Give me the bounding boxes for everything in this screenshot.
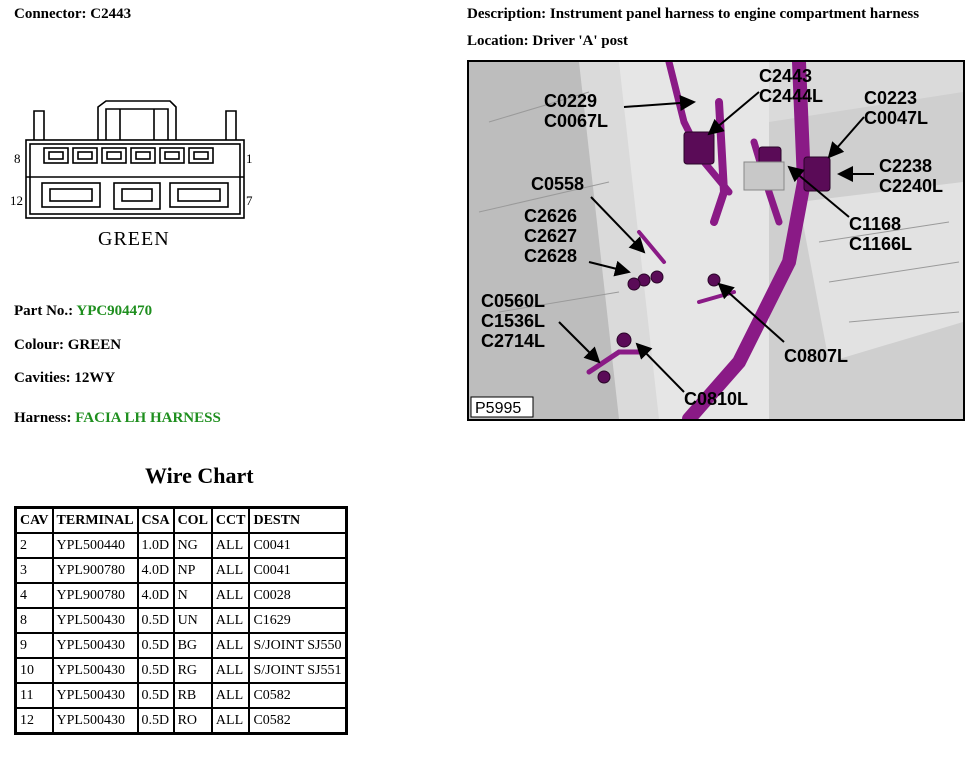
table-row [16, 608, 347, 633]
cell-cav: 10 [16, 658, 53, 683]
diagram-caption: GREEN [98, 228, 170, 250]
cell-terminal: YPL500440 [53, 533, 138, 558]
table-row [16, 533, 347, 558]
cell-col: RB [174, 683, 212, 708]
callout-c2627: C2627 [524, 226, 578, 246]
table-row [16, 658, 347, 683]
callout-c2628: C2628 [524, 246, 578, 266]
callout-c0560l: C0560L [481, 291, 546, 311]
cell-destn: S/JOINT SJ550 [249, 633, 346, 658]
cell-cct: ALL [212, 558, 250, 583]
callout-c0223: C0223 [864, 88, 918, 108]
cell-cav: 8 [16, 608, 53, 633]
cell-csa: 0.5D [138, 708, 174, 734]
description-line [467, 6, 919, 23]
location-value: Driver 'A' post [532, 33, 628, 49]
description-label: Description: [467, 6, 547, 22]
cell-cav: 12 [16, 708, 53, 734]
cell-cct: ALL [212, 533, 250, 558]
cell-csa: 4.0D [138, 558, 174, 583]
cell-col: UN [174, 608, 212, 633]
cell-cav: 11 [16, 683, 53, 708]
header-terminal: TERMINAL [53, 508, 138, 534]
cell-csa: 0.5D [138, 633, 174, 658]
connector-value: C2443 [90, 6, 132, 22]
cell-destn: C0582 [249, 683, 346, 708]
cell-cct: ALL [212, 608, 250, 633]
cell-destn: C0041 [249, 558, 346, 583]
cell-col: RO [174, 708, 212, 734]
header-col: COL [174, 508, 212, 534]
callout-c0229: C0229 [544, 91, 598, 111]
header-destn: DESTN [249, 508, 346, 534]
callout-c2240l: C2240L [879, 176, 944, 196]
wire-chart-header-row [16, 508, 347, 534]
cell-destn: C0582 [249, 708, 346, 734]
pin-label-7: 7 [246, 193, 253, 208]
cell-destn: C0041 [249, 533, 346, 558]
cell-destn: S/JOINT SJ551 [249, 658, 346, 683]
harness-label: Harness: [14, 410, 72, 426]
callout-c1166l: C1166L [849, 234, 913, 254]
connector-label: Connector: [14, 6, 87, 22]
cell-terminal: YPL500430 [53, 633, 138, 658]
header-csa: CSA [138, 508, 174, 534]
cell-col: N [174, 583, 212, 608]
cell-col: RG [174, 658, 212, 683]
header-cav: CAV [16, 508, 53, 534]
colour-label: Colour: [14, 337, 64, 353]
photo-ref-label: P5995 [475, 400, 522, 417]
cell-cav: 9 [16, 633, 53, 658]
cell-csa: 0.5D [138, 608, 174, 633]
cell-cct: ALL [212, 633, 250, 658]
wire-chart-table [14, 506, 348, 735]
table-row [16, 558, 347, 583]
callout-c0067l: C0067L [544, 111, 609, 131]
location-illustration [469, 62, 963, 419]
callout-c2714l: C2714L [481, 331, 546, 351]
cell-cct: ALL [212, 683, 250, 708]
cell-col: NP [174, 558, 212, 583]
cell-destn: C0028 [249, 583, 346, 608]
table-row [16, 708, 347, 734]
cell-csa: 4.0D [138, 583, 174, 608]
cell-cav: 2 [16, 533, 53, 558]
cell-terminal: YPL500430 [53, 658, 138, 683]
callout-c1168: C1168 [849, 214, 902, 234]
pin-label-12: 12 [10, 193, 23, 208]
cell-cav: 4 [16, 583, 53, 608]
cell-col: BG [174, 633, 212, 658]
harness-line [14, 410, 221, 427]
cell-terminal: YPL500430 [53, 708, 138, 734]
table-row [16, 633, 347, 658]
part-number-link[interactable]: YPC904470 [76, 303, 153, 319]
cell-terminal: YPL500430 [53, 608, 138, 633]
cell-col: NG [174, 533, 212, 558]
location-photo [467, 60, 965, 421]
cavities-label: Cavities: [14, 370, 71, 386]
connector-line [14, 6, 131, 23]
header-cct: CCT [212, 508, 250, 534]
callout-c0810l: C0810L [684, 389, 749, 409]
cell-csa: 1.0D [138, 533, 174, 558]
table-row [16, 583, 347, 608]
cell-cct: ALL [212, 583, 250, 608]
callout-c0558: C0558 [531, 174, 585, 194]
cavities-value: 12WY [74, 370, 116, 386]
cell-destn: C1629 [249, 608, 346, 633]
callout-c2238: C2238 [879, 156, 933, 176]
description-value: Instrument panel harness to engine compartment harness [549, 6, 920, 22]
wire-chart-title: Wire Chart [145, 463, 254, 488]
cell-csa: 0.5D [138, 683, 174, 708]
callout-c0047l: C0047L [864, 108, 929, 128]
callout-c2443: C2443 [759, 66, 813, 86]
location-label: Location: [467, 33, 529, 49]
callout-c2626: C2626 [524, 206, 578, 226]
callout-c0807l: C0807L [784, 346, 849, 366]
callout-c1536l: C1536L [481, 311, 546, 331]
colour-line [14, 337, 121, 354]
table-row [16, 683, 347, 708]
part-number-line [14, 303, 152, 320]
harness-link[interactable]: FACIA LH HARNESS [75, 410, 221, 426]
cell-cct: ALL [212, 658, 250, 683]
colour-value: GREEN [67, 337, 122, 353]
callout-c2444l: C2444L [759, 86, 824, 106]
pin-label-8: 8 [14, 151, 21, 166]
cell-terminal: YPL900780 [53, 558, 138, 583]
cell-terminal: YPL500430 [53, 683, 138, 708]
location-line [467, 33, 628, 50]
cell-cct: ALL [212, 708, 250, 734]
cell-terminal: YPL900780 [53, 583, 138, 608]
cell-cav: 3 [16, 558, 53, 583]
part-number-label: Part No.: [14, 303, 74, 319]
pin-label-1: 1 [246, 151, 253, 166]
cavities-line [14, 370, 115, 387]
cell-csa: 0.5D [138, 658, 174, 683]
